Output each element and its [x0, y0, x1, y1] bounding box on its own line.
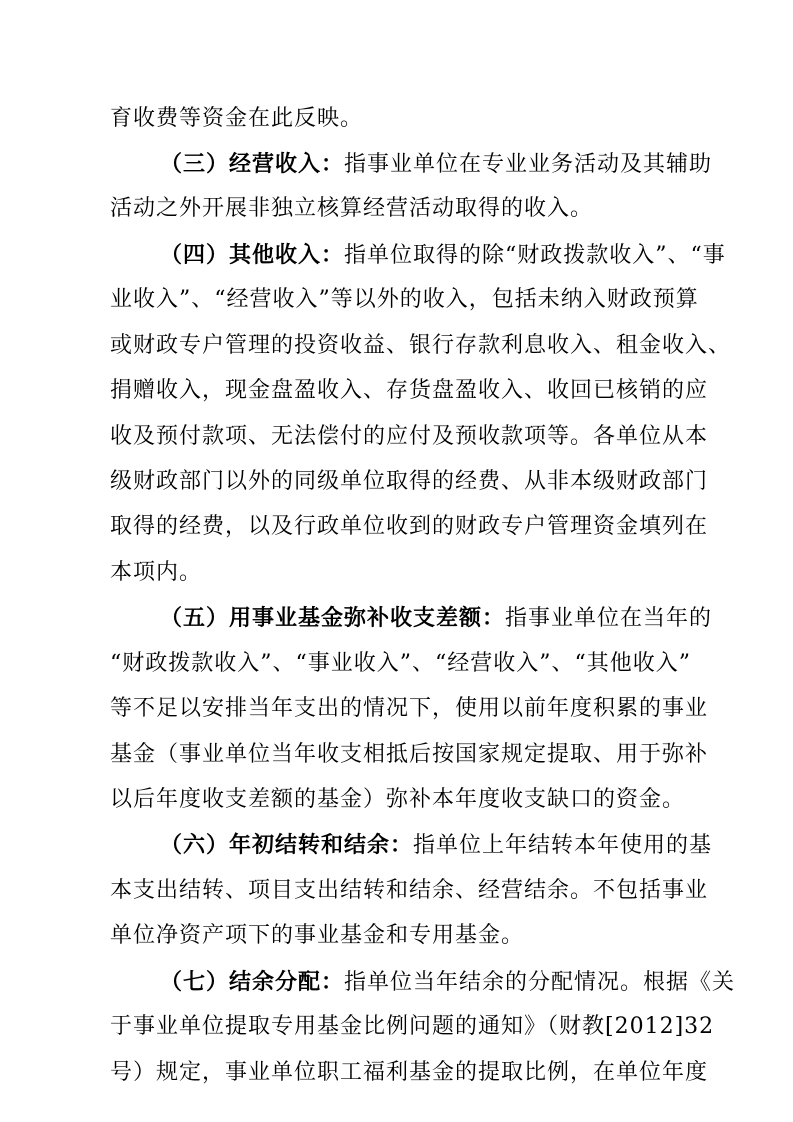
paragraph-line	[110, 194, 680, 224]
paragraph-line	[110, 649, 691, 679]
section-heading: （七）结余分配：	[160, 969, 345, 995]
paragraph-line	[110, 467, 709, 497]
section-heading: （四）其他收入：	[160, 242, 345, 268]
line-text: 指单位当年结余的分配情况。根据《关	[344, 970, 736, 995]
paragraph-line	[110, 1058, 709, 1088]
line-text: 取得的经费，以及行政单位收到的财政专户管理资金填列在	[110, 514, 709, 539]
paragraph-line	[110, 694, 709, 724]
line-text: 捐赠收入，现金盘盈收入、存货盘盈收入、收回已核销的应	[110, 378, 709, 403]
paragraph-line	[160, 240, 726, 270]
line-text: 收及预付款项、无法偿付的应付及预收款项等。各单位从本	[110, 424, 709, 449]
section-heading: （五）用事业基金弥补收支差额：	[160, 605, 506, 631]
line-text: 指单位上年结转本年使用的基	[413, 833, 713, 858]
line-text: 级财政部门以外的同级单位取得的经费、从非本级财政部门	[110, 469, 709, 494]
paragraph-line	[110, 512, 709, 542]
line-text: 或财政专户管理的投资收益、银行存款利息收入、租金收入、	[110, 333, 732, 358]
paragraph-line	[110, 921, 680, 951]
line-text: 以后年度收支差额的基金）弥补本年度收支缺口的资金。	[110, 787, 686, 812]
paragraph-line	[110, 876, 709, 906]
paragraph-line	[110, 331, 732, 361]
line-text: 本支出结转、项目支出结转和结余、经营结余。不包括事业	[110, 878, 709, 903]
line-text: 活动之外开展非独立核算经营活动取得的收入。	[110, 196, 594, 221]
line-text: 基金（事业单位当年收支相抵后按国家规定提取、用于弥补	[110, 742, 709, 767]
line-text: 指事业单位在当年的	[505, 606, 713, 631]
line-text: 业收入”、“经营收入”等以外的收入，包括未纳入财政预算	[110, 287, 699, 312]
paragraph-line	[110, 376, 709, 406]
line-text: 号）规定，事业单位职工福利基金的提取比例，在单位年度	[110, 1060, 709, 1085]
paragraph-line	[110, 104, 680, 134]
paragraph-line	[110, 1012, 715, 1042]
section-heading: （六）年初结转和结余：	[160, 832, 414, 858]
paragraph-line	[160, 967, 736, 997]
line-text: 于事业单位提取专用基金比例问题的通知》（财教[2012]32	[110, 1014, 715, 1039]
section-heading: （三）经营收入：	[160, 151, 345, 177]
paragraph-line	[110, 740, 709, 770]
paragraph-line	[160, 830, 713, 860]
paragraph-line	[110, 785, 686, 815]
line-text: 指事业单位在专业业务活动及其辅助	[344, 152, 713, 177]
line-text: 本项内。	[110, 560, 203, 585]
line-text: 指单位取得的除“财政拨款收入”、“事	[344, 243, 726, 268]
line-text: 育收费等资金在此反映。	[110, 106, 364, 131]
paragraph-line	[160, 149, 713, 179]
line-text: “财政拨款收入”、“事业收入”、“经营收入”、“其他收入”	[110, 651, 691, 676]
paragraph-line	[110, 422, 709, 452]
line-text: 等不足以安排当年支出的情况下，使用以前年度积累的事业	[110, 696, 709, 721]
paragraph-line	[160, 603, 713, 633]
paragraph-line	[110, 285, 699, 315]
line-text: 单位净资产项下的事业基金和专用基金。	[110, 923, 525, 948]
paragraph-line	[110, 558, 680, 588]
